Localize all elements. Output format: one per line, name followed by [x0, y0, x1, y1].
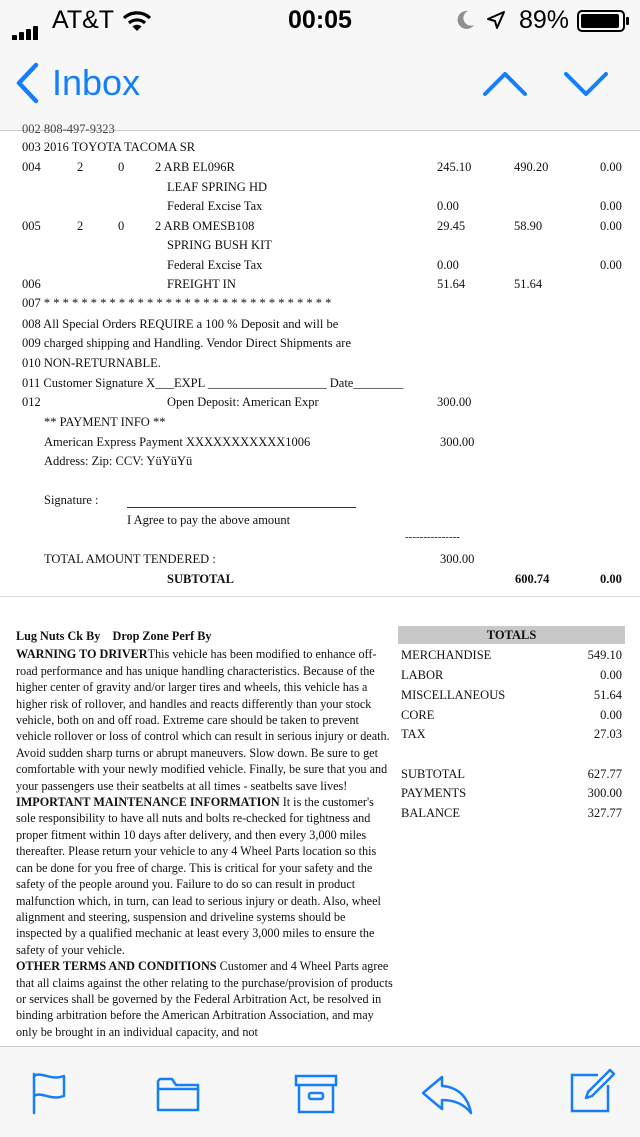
payment-amount: 300.00 — [440, 435, 475, 449]
dash-line: --------------- — [405, 531, 460, 543]
payment-line: American Express Payment XXXXXXXXXXX1006 — [44, 435, 311, 449]
totals-label: TAX — [401, 727, 426, 741]
totals-row — [401, 688, 622, 703]
item-qty: 2 — [77, 160, 84, 174]
compose-icon[interactable] — [568, 1067, 616, 1115]
totals-row — [401, 668, 622, 683]
terms-block — [16, 628, 394, 1040]
totals-label: CORE — [401, 708, 435, 722]
item-line-number: 005 — [22, 218, 41, 233]
next-message-button[interactable] — [563, 64, 609, 104]
item-extended: 51.64 — [514, 277, 543, 291]
status-bar — [0, 0, 640, 40]
totals-row — [401, 806, 622, 821]
item-line-number: 006 — [22, 277, 41, 291]
item-description: 2 ARB OMESB108 — [155, 218, 255, 233]
signature-label: Signature : — [44, 493, 99, 507]
moon-icon — [455, 9, 475, 31]
flag-icon[interactable] — [30, 1071, 70, 1115]
item-description: Federal Excise Tax — [167, 199, 263, 213]
payment-info-header: ** PAYMENT INFO ** — [44, 415, 166, 429]
totals-value: 0.00 — [600, 708, 622, 722]
location-icon — [486, 10, 506, 30]
warning-body: This vehicle has been modified to enhance off-road performance and has unique handling characteristics. Because of the higher center of gravity and/or larger tires and wheels, this vehicle has a higher risk of rollover, and handles and reacts differently than your stock vehicle, both on and off road. Extreme care should be taken to prevent vehicle rollover or loss of control which can result in serious injury or death. Avoid sudden sharp turns or abrupt maneuvers. Slow down. Be sure to get comfortable with your newly modified vehicle. Finally, be sure that you and your passengers use their seatbelts at all times - seatbelts save lives! — [16, 647, 390, 793]
signature-rule — [127, 507, 356, 508]
totals-value: 549.10 — [587, 648, 622, 662]
item-line-number: 004 — [22, 160, 41, 174]
item-price: 29.45 — [437, 218, 466, 233]
deposit-desc: Open Deposit: American Expr — [167, 395, 319, 409]
nav-bar — [0, 40, 640, 131]
page-divider — [0, 596, 640, 597]
totals-value: 27.03 — [593, 727, 622, 741]
item-description: SPRING BUSH KIT — [167, 238, 272, 252]
notice-line: 009 charged shipping and Handling. Vendor Direct Shipments are — [22, 336, 351, 350]
other-terms-title: OTHER TERMS AND CONDITIONS — [16, 959, 217, 974]
item-tax: 0.00 — [600, 199, 622, 213]
reply-icon[interactable] — [420, 1073, 474, 1115]
checks-line: Lug Nuts Ck By Drop Zone Perf By — [16, 629, 212, 643]
totals-label: MISCELLANEOUS — [401, 688, 506, 702]
customer-signature-line: 011 Customer Signature X___EXPL ___________________ Date________ — [22, 376, 404, 390]
notice-line: 010 NON-RETURNABLE. — [22, 356, 161, 370]
maintenance-body: It is the customer's sole responsibility to have all nuts and bolts re-checked for tightness and proper fitment within 10 days after delivery, and then every 3,000 miles thereafter. Please return your vehicle to any 4 Wheel Parts location so this can be done for you free of charge. This is critical for your safety and the safety of the people around you. Failure to do so can result in product malfunction which, in turn, can lead to serious injury or death. Also, wheel alignment and steering, suspension and driveline systems should be inspected by a qualified mechanic at least every 3,000 miles to ensure the safety of your vehicle. — [16, 795, 381, 957]
totals-value: 0.00 — [600, 668, 622, 682]
totals-row — [401, 767, 622, 782]
vehicle-line: 003 2016 TOYOTA TACOMA SR — [22, 140, 196, 154]
deposit-amount: 300.00 — [437, 395, 472, 409]
item-description: Federal Excise Tax — [167, 257, 263, 272]
totals-row — [401, 786, 622, 801]
totals-row — [401, 727, 622, 742]
item-description: 2 ARB EL096R — [155, 160, 235, 174]
item-price: 245.10 — [437, 160, 472, 174]
partial-line: 002 808-497-9323 — [22, 122, 115, 136]
totals-value: 327.77 — [587, 806, 622, 820]
totals-value: 300.00 — [587, 786, 622, 800]
totals-row — [401, 708, 622, 723]
item-price: 0.00 — [437, 199, 459, 213]
totals-row — [401, 648, 622, 663]
item-tax: 0.00 — [600, 160, 622, 174]
previous-message-button[interactable] — [482, 64, 528, 104]
totals-label: BALANCE — [401, 806, 461, 820]
item-tax: 0.00 — [600, 218, 622, 233]
clock: 00:05 — [288, 6, 352, 34]
warning-paragraph — [16, 646, 394, 794]
totals-value: 51.64 — [593, 688, 622, 702]
totals-label: SUBTOTAL — [401, 767, 466, 781]
notice-line: 008 All Special Orders REQUIRE a 100 % Deposit and will be — [22, 317, 339, 331]
subtotal-label: SUBTOTAL — [167, 572, 234, 586]
carrier-label: AT&T — [52, 6, 115, 34]
back-label: Inbox — [52, 62, 141, 103]
item-description: LEAF SPRING HD — [167, 179, 268, 194]
item-price: 0.00 — [437, 257, 459, 272]
agree-text: I Agree to pay the above amount — [127, 513, 291, 527]
tendered-label: TOTAL AMOUNT TENDERED : — [44, 552, 216, 566]
item-tax: 0.00 — [600, 257, 622, 272]
item-extended: 58.90 — [514, 218, 543, 233]
other-terms-paragraph — [16, 958, 394, 1040]
separator-line: 007 * * * * * * * * * * * * * * * * * * * * * * * * * * * * * * * — [22, 296, 332, 310]
totals-label: LABOR — [401, 668, 444, 682]
item-price: 51.64 — [437, 277, 466, 291]
tendered-amount: 300.00 — [440, 552, 475, 566]
item-description: FREIGHT IN — [167, 277, 236, 291]
item-qty: 2 — [77, 218, 84, 233]
bottom-toolbar — [0, 1046, 640, 1137]
archive-icon[interactable] — [294, 1073, 338, 1115]
totals-value: 627.77 — [587, 767, 622, 781]
chevron-left-icon — [14, 62, 40, 104]
item-qty-bo: 0 — [118, 218, 125, 233]
totals-label: MERCHANDISE — [401, 648, 492, 662]
warning-title: WARNING TO DRIVER — [16, 647, 148, 662]
back-button[interactable] — [14, 62, 140, 104]
maintenance-paragraph — [16, 794, 394, 958]
message-body[interactable] — [0, 122, 640, 1046]
other-terms-body: Customer and 4 Wheel Parts agree that all claims against the other relating to the purchase/provision of products or services shall be governed by the Federal Arbitration Act, be resolved in binding arbitration before the American Arbitration Association, and may only be brought in an individual capacity, and not — [16, 959, 393, 1039]
item-qty-bo: 0 — [118, 160, 125, 174]
totals-label: PAYMENTS — [401, 786, 467, 800]
subtotal-tax: 0.00 — [600, 572, 622, 586]
battery-icon — [577, 10, 631, 32]
totals-header: TOTALS — [398, 626, 625, 644]
subtotal-ext: 600.74 — [515, 572, 550, 586]
maintenance-title: IMPORTANT MAINTENANCE INFORMATION — [16, 795, 280, 810]
item-extended: 490.20 — [514, 160, 549, 174]
battery-percent: 89% — [519, 6, 570, 34]
address-line: Address: Zip: CCV: YüYüYü — [44, 454, 193, 468]
line-number: 012 — [22, 395, 41, 409]
folder-icon[interactable] — [156, 1075, 200, 1113]
